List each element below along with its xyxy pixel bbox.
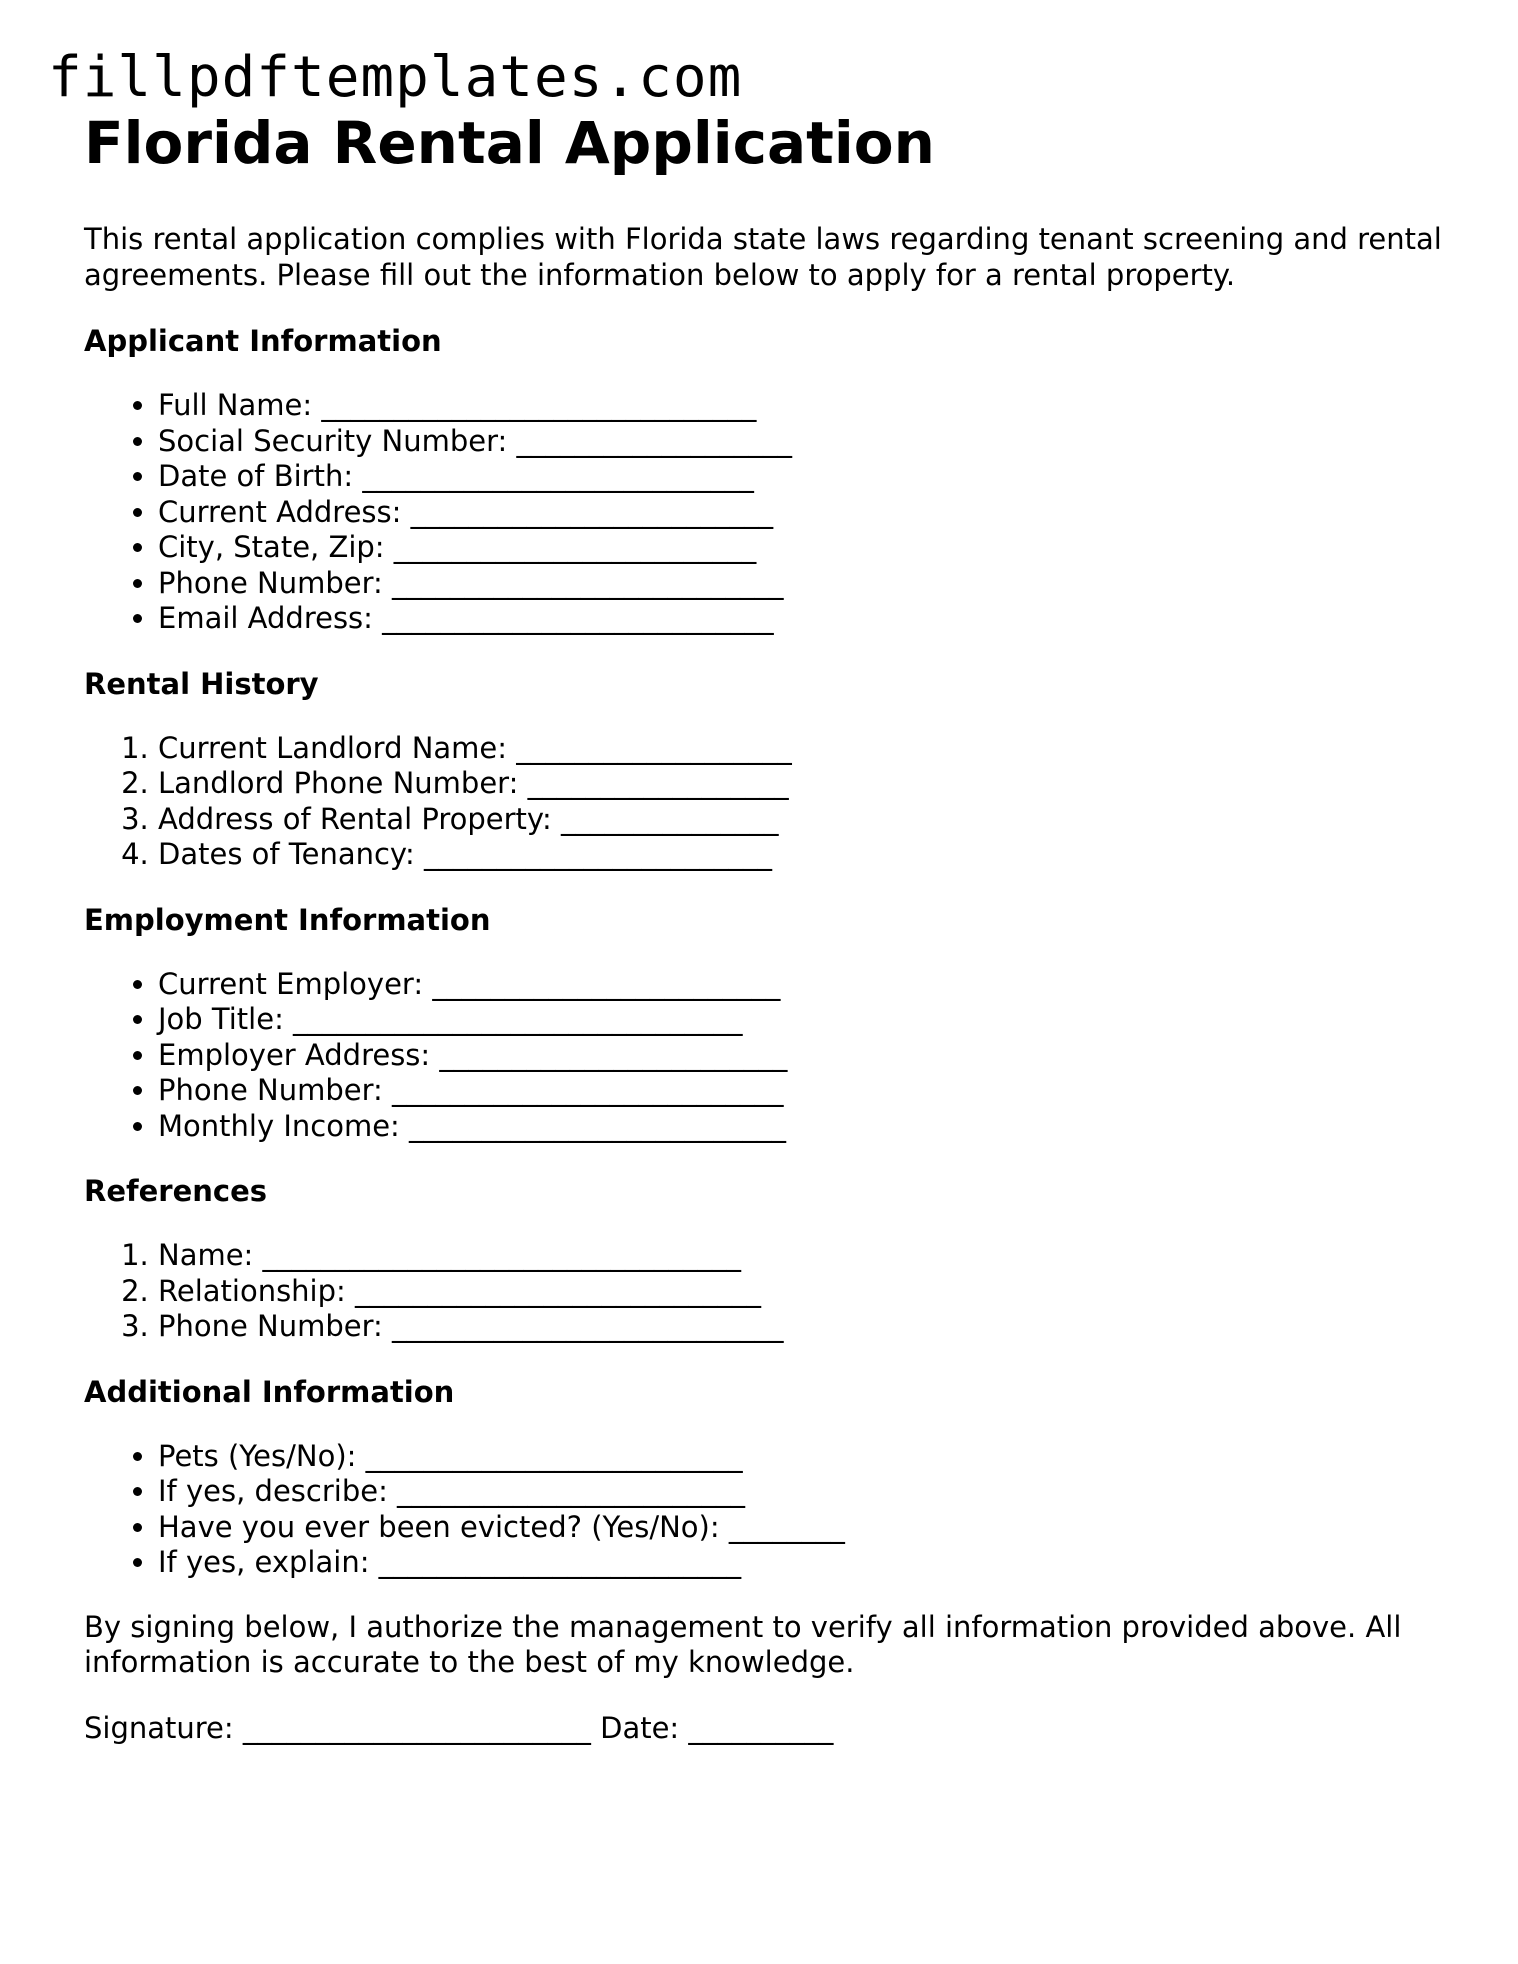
field-evicted: • Have you ever been evicted? (Yes/No): ________ <box>158 1510 1444 1546</box>
field-date-of-birth: • Date of Birth: ___________________________ <box>158 459 1444 495</box>
references-heading: References <box>84 1174 268 1208</box>
field-dates-of-tenancy: 4. Dates of Tenancy: ________________________ <box>158 837 1444 873</box>
employment-heading: Employment Information <box>84 902 491 937</box>
signature-date-line: Signature: ________________________ Date: __________ <box>84 1710 834 1745</box>
field-reference-name: 1. Name: _________________________________ <box>158 1238 1444 1274</box>
authorization-paragraph: By signing below, I authorize the management to verify all information provided above. All information is accurate to the best of my knowledge. <box>84 1609 1402 1679</box>
field-landlord-name: 1. Current Landlord Name: ___________________ <box>158 731 1444 767</box>
field-pets-describe: • If yes, describe: ________________________ <box>158 1474 1444 1510</box>
field-full-name: • Full Name: ______________________________ <box>158 388 1444 424</box>
field-job-title: • Job Title: _______________________________ <box>158 1002 1444 1038</box>
watermark: fillpdftemplates.com <box>48 45 743 110</box>
field-employer-phone: • Phone Number: ___________________________ <box>158 1073 1444 1109</box>
rental-history-heading: Rental History <box>84 666 319 701</box>
field-current-employer: • Current Employer: ________________________ <box>158 967 1444 1003</box>
field-pets: • Pets (Yes/No): __________________________ <box>158 1439 1444 1475</box>
applicant-heading: Applicant Information <box>84 324 442 358</box>
document-page <box>84 106 1444 1746</box>
field-reference-relationship: 2. Relationship: ____________________________ <box>158 1274 1444 1310</box>
intro-paragraph: This rental application complies with Florida state laws regarding tenant screening and rental agreements. Please fill out the information below to apply for a rental property. <box>84 222 1442 292</box>
additional-heading: Additional Information <box>84 1374 455 1409</box>
references-fields <box>84 1238 1444 1345</box>
field-evicted-explain: • If yes, explain: _________________________ <box>158 1545 1444 1581</box>
field-phone-number: • Phone Number: ___________________________ <box>158 566 1444 602</box>
page-title: Florida Rental Application <box>84 109 935 177</box>
field-reference-phone: 3. Phone Number: ___________________________ <box>158 1309 1444 1345</box>
field-landlord-phone: 2. Landlord Phone Number: __________________ <box>158 766 1444 802</box>
employment-fields <box>84 967 1444 1145</box>
field-current-address: • Current Address: _________________________ <box>158 495 1444 531</box>
field-ssn: • Social Security Number: ___________________ <box>158 424 1444 460</box>
applicant-fields <box>84 388 1444 637</box>
field-rental-address: 3. Address of Rental Property: _______________ <box>158 802 1444 838</box>
additional-fields <box>84 1439 1444 1581</box>
field-monthly-income: • Monthly Income: __________________________ <box>158 1109 1444 1145</box>
field-city-state-zip: • City, State, Zip: _________________________ <box>158 530 1444 566</box>
field-employer-address: • Employer Address: ________________________ <box>158 1038 1444 1074</box>
field-email-address: • Email Address: ___________________________ <box>158 601 1444 637</box>
rental-history-fields <box>84 731 1444 873</box>
